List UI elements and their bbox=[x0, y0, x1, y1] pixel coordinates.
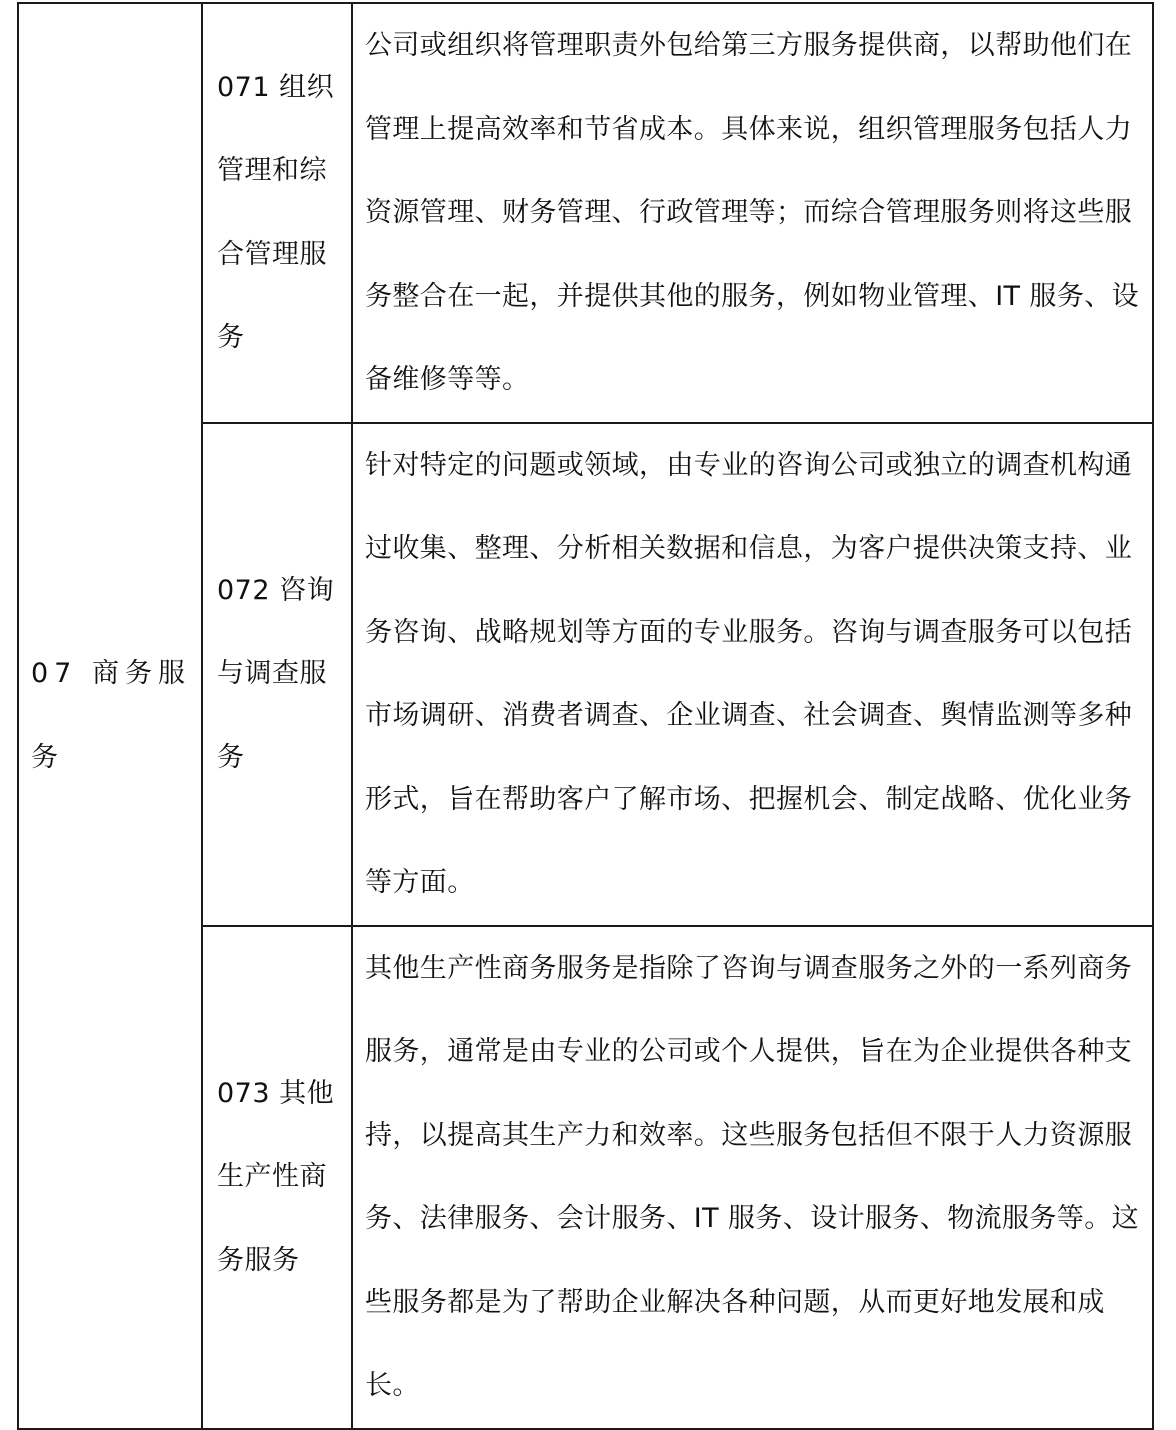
table-row bbox=[18, 3, 1153, 423]
description-text: 针对特定的问题或领域，由专业的咨询公司或独立的调查机构通过收集、整理、分析相关数据和信息，为客户提供决策支持、业务咨询、战略规划等方面的专业服务。咨询与调查服务可以包括市场调研、消费者调查、企业调查、社会调查、舆情监测等多种形式，旨在帮助客户了解市场、把握机会、制定战略、优化业务等方面。 bbox=[365, 449, 1133, 898]
category-cell bbox=[18, 3, 202, 1429]
subcategory-label: 073 其他生产性商务服务 bbox=[217, 1077, 335, 1276]
description-cell bbox=[352, 423, 1153, 926]
description-text: 公司或组织将管理职责外包给第三方服务提供商，以帮助他们在管理上提高效率和节省成本。具体来说，组织管理服务包括人力资源管理、财务管理、行政管理等；而综合管理服务则将这些服务整合在一起，并提供其他的服务，例如物业管理、IT 服务、设备维修等等。 bbox=[365, 30, 1140, 395]
subcategory-cell bbox=[202, 423, 352, 926]
classification-table bbox=[17, 2, 1154, 1430]
description-cell bbox=[352, 926, 1153, 1429]
subcategory-label: 071 组织管理和综合管理服务 bbox=[217, 71, 335, 354]
description-cell bbox=[352, 3, 1153, 423]
subcategory-cell bbox=[202, 3, 352, 423]
category-label: 07 商务服务 bbox=[31, 658, 191, 773]
subcategory-label: 072 咨询与调查服务 bbox=[217, 574, 335, 773]
description-text: 其他生产性商务服务是指除了咨询与调查服务之外的一系列商务服务，通常是由专业的公司或个人提供，旨在为企业提供各种支持，以提高其生产力和效率。这些服务包括但不限于人力资源服务、法律服务、会计服务、IT 服务、设计服务、物流服务等。这些服务都是为了帮助企业解决各种问题，从而更好地发展和成长。 bbox=[365, 952, 1140, 1401]
subcategory-cell bbox=[202, 926, 352, 1429]
